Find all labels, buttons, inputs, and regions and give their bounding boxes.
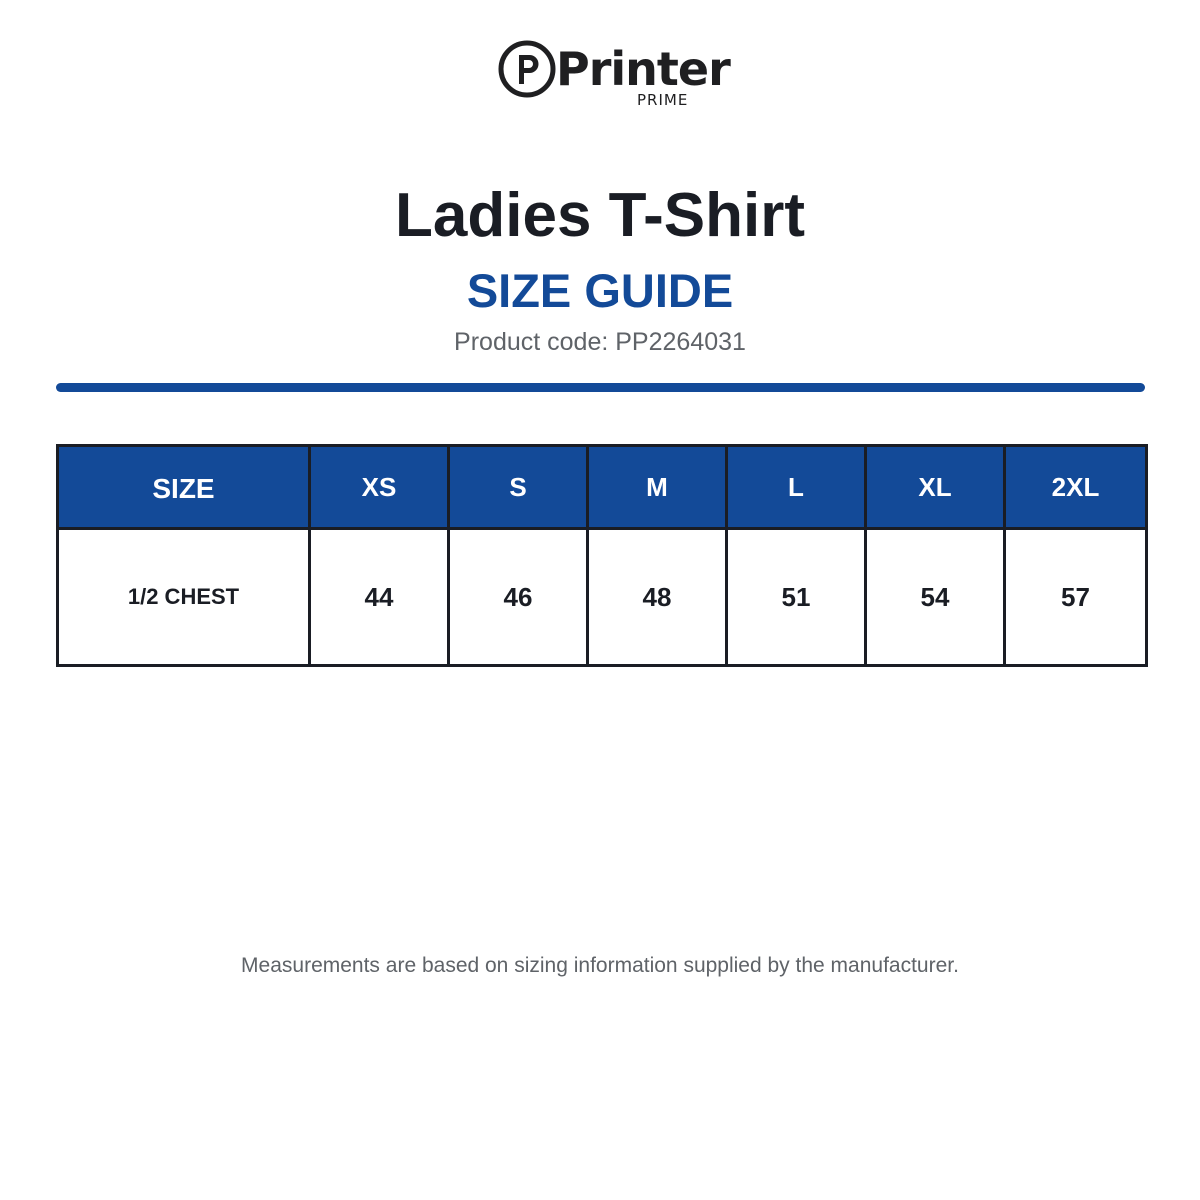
divider-rule xyxy=(56,383,1145,392)
table-cell: 48 xyxy=(588,529,727,666)
footnote: Measurements are based on sizing information supplied by the manufacturer. xyxy=(241,954,959,977)
table-header-cell: SIZE xyxy=(58,446,310,529)
table-header-cell: L xyxy=(727,446,866,529)
table-cell: 44 xyxy=(310,529,449,666)
table-cell: 46 xyxy=(449,529,588,666)
row-label: 1/2 CHEST xyxy=(58,529,310,666)
page-title: Ladies T-Shirt xyxy=(395,181,805,250)
table-header-cell: M xyxy=(588,446,727,529)
size-table xyxy=(56,444,1148,667)
table-row xyxy=(58,529,1147,666)
table-header-cell: XL xyxy=(866,446,1005,529)
brand-logo xyxy=(498,38,730,112)
brand-subname: PRIME xyxy=(637,91,689,109)
table-header-cell: 2XL xyxy=(1005,446,1147,529)
table-header-cell: XS xyxy=(310,446,449,529)
product-code: Product code: PP2264031 xyxy=(454,328,746,356)
table-header-cell: S xyxy=(449,446,588,529)
page-subtitle: SIZE GUIDE xyxy=(466,264,734,317)
brand-name: Printer xyxy=(556,42,730,96)
table-cell: 51 xyxy=(727,529,866,666)
table-cell: 54 xyxy=(866,529,1005,666)
table-header-row xyxy=(58,446,1147,529)
table-cell: 57 xyxy=(1005,529,1147,666)
circled-p-logo-icon xyxy=(498,40,556,98)
